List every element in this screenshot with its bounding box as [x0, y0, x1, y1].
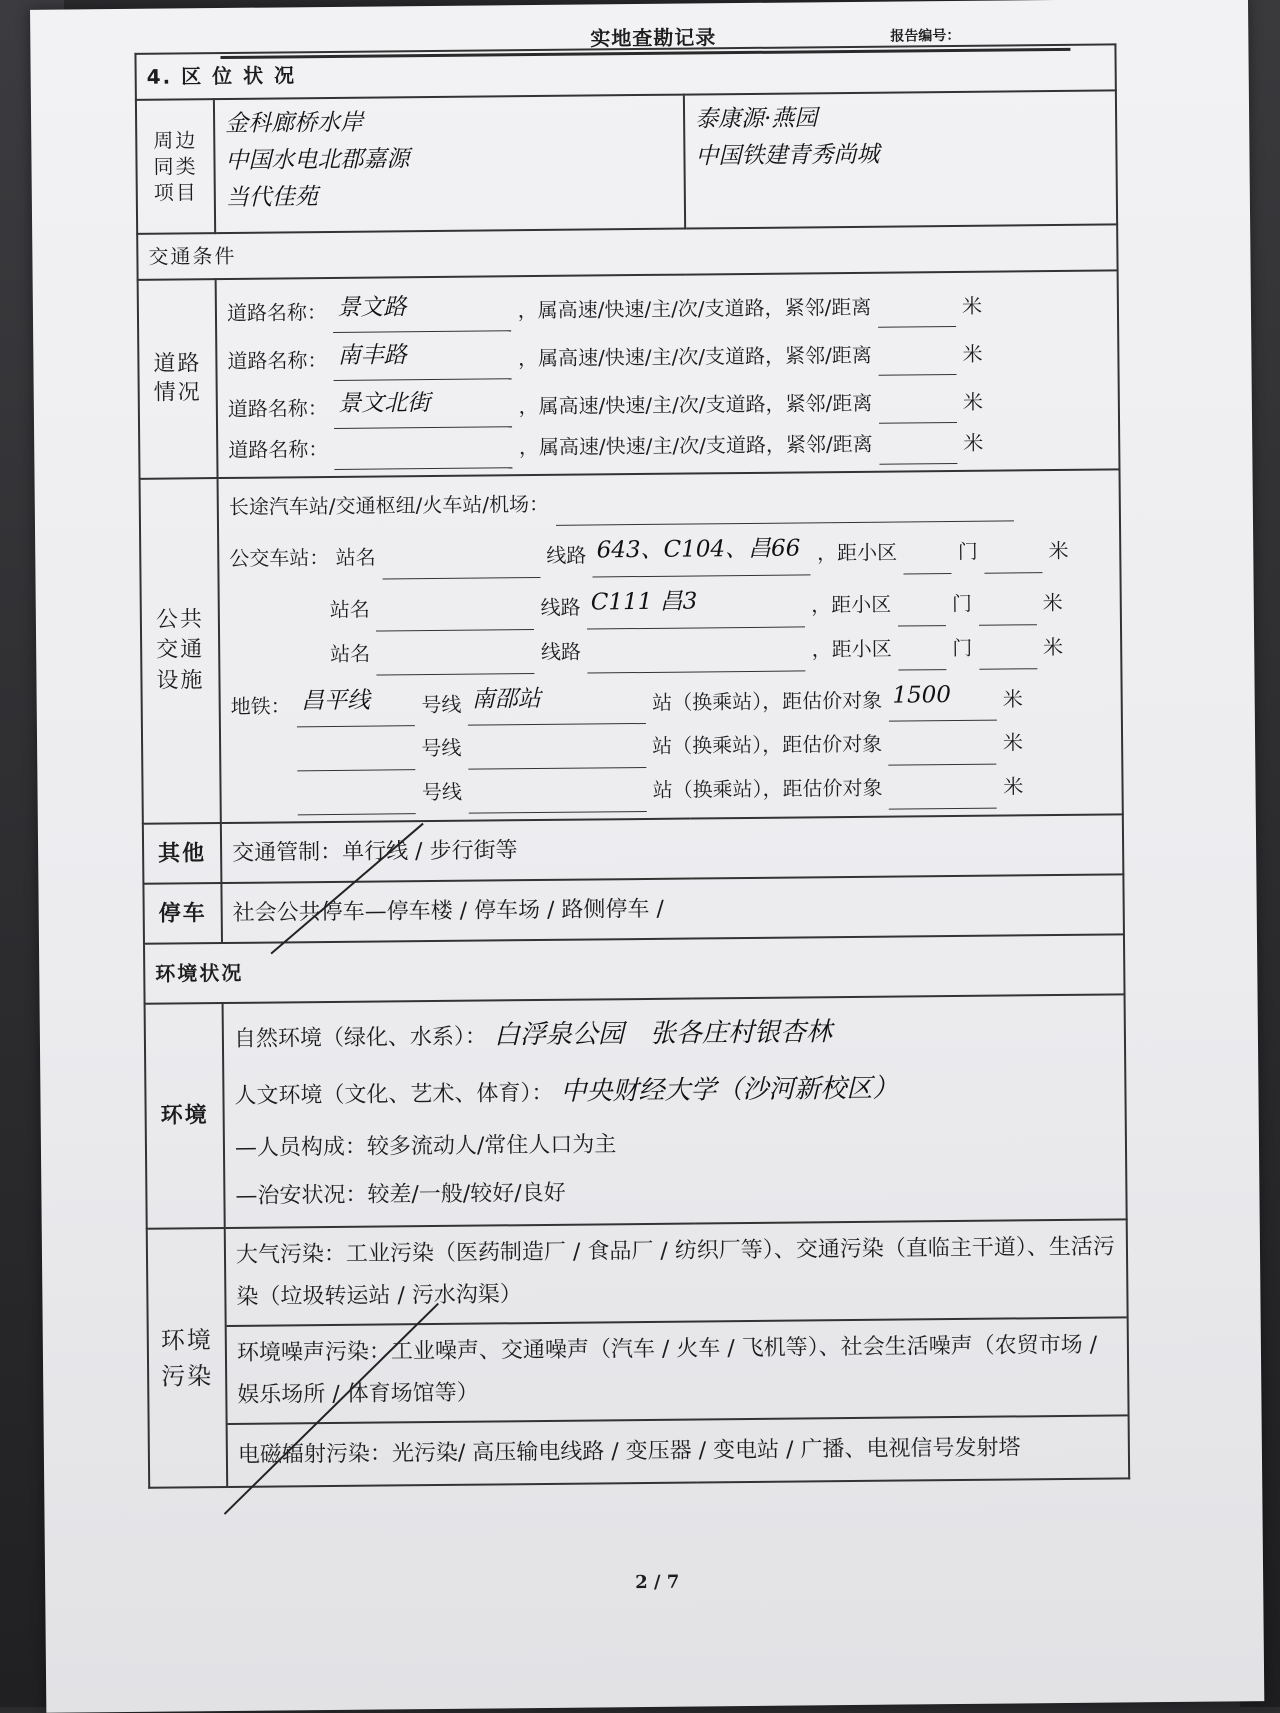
subway-station-label: 站（换乘站），距估价对象	[652, 687, 883, 715]
nearby-projects-row	[136, 90, 1117, 233]
road-prefix: 道路名称：	[228, 437, 329, 463]
traffic-heading: 交通条件	[137, 224, 1117, 279]
road-name	[335, 444, 513, 471]
report-number-label: 报告编号：	[890, 27, 961, 45]
bus-station-blank	[377, 649, 535, 676]
parking-row	[143, 875, 1124, 944]
subway-station: 南邵站	[468, 673, 646, 726]
environment-row	[145, 995, 1127, 1230]
bus-gate-blank	[898, 645, 946, 670]
subway-distance	[889, 740, 997, 766]
bus-distance-label: ，距小区	[816, 540, 898, 566]
parking-label: 停车	[143, 883, 222, 944]
subway-unit: 米	[1003, 774, 1024, 799]
bus-station-blank	[382, 553, 540, 580]
road-suffix: ，属高速/快速/主/次/支道路，紧邻/距离	[517, 294, 872, 323]
location-status-form	[134, 43, 1130, 1489]
survey-record-paper	[30, 0, 1264, 1713]
nearby-projects-label: 周边同类项目	[136, 99, 215, 234]
section-title: 4. 区 位 状 况	[146, 63, 297, 89]
em-pollution: 电磁辐射污染：光污染/ 高压输电线路 / 变压器 / 变电站 / 广播、电视信号发射塔	[237, 1434, 1021, 1468]
road-unit: 米	[961, 293, 983, 319]
environment-cell	[223, 995, 1127, 1229]
subway-station	[468, 743, 646, 770]
road-name: 南丰路	[334, 331, 512, 381]
road-prefix: 道路名称：	[227, 396, 328, 422]
road-unit: 米	[962, 342, 983, 367]
road-row	[228, 422, 1108, 471]
bus-line-label: 线路	[540, 639, 582, 664]
road-distance-blank	[879, 439, 957, 465]
bus-unit: 米	[1042, 634, 1064, 659]
subway-line	[298, 789, 416, 815]
subway-unit: 米	[1002, 730, 1024, 755]
people-composition: —人员构成：较多流动人/常住人口为主	[234, 1131, 617, 1161]
environment-heading: 环境状况	[144, 935, 1125, 1004]
road-prefix: 道路名称：	[227, 348, 328, 374]
pollution-cell	[225, 1220, 1129, 1488]
bus-lines: C111 昌3	[587, 575, 805, 629]
public-transit-label: 公共交通设施	[140, 478, 221, 824]
bus-lines: 643、C104、昌66	[592, 524, 810, 578]
bus-distance-label: ，距小区	[811, 592, 892, 617]
road-unit: 米	[963, 431, 984, 456]
roads-cell	[216, 270, 1120, 478]
subway-label: 地铁：	[230, 693, 291, 719]
bus-row	[230, 573, 1110, 633]
subway-row	[230, 668, 1110, 728]
bus-distance-blank	[984, 548, 1042, 574]
subway-station-label: 站（换乘站），距估价对象	[652, 731, 883, 759]
natural-environment-value: 白浮泉公园 张各庄村银杏林	[493, 1017, 833, 1051]
document-title: 实地查勘记录	[590, 25, 717, 51]
road-distance-blank	[878, 302, 956, 328]
roads-label: 道路情况	[138, 279, 218, 479]
nearby-projects-left	[214, 95, 685, 234]
nearby-project-3: 当代佳苑	[225, 183, 318, 211]
bus-station-label: 站名	[329, 597, 370, 622]
bus-unit: 米	[1048, 538, 1069, 564]
pollution-row	[147, 1220, 1129, 1488]
other-row	[143, 815, 1124, 884]
subway-distance: 1500	[888, 669, 996, 722]
bus-station-label: 站名	[335, 545, 376, 570]
public-transit-row	[140, 470, 1123, 824]
bus-gate-label: 门	[951, 591, 973, 616]
subway-line-label: 号线	[421, 735, 462, 761]
subway-line: 昌平线	[297, 675, 415, 728]
subway-line-label: 号线	[421, 779, 463, 805]
bus-gate-blank	[903, 549, 951, 574]
bus-lines	[587, 646, 805, 673]
page-number: 2 / 7	[635, 1571, 680, 1594]
nearby-project-5: 中国铁建青秀尚城	[695, 141, 880, 170]
bus-station-label: 站名	[330, 641, 371, 666]
road-name: 景文路	[333, 283, 511, 333]
subway-row	[231, 764, 1111, 816]
natural-environment-row	[234, 1002, 1115, 1068]
air-pollution: 大气污染：工业污染（医药制造厂 / 食品厂 / 纺织厂等）、交通污染（直临主干道）、生活污染（垃圾转运站 / 污水沟渠）	[226, 1221, 1127, 1327]
environment-heading-row	[144, 935, 1125, 1004]
subway-station	[468, 787, 646, 814]
noise-pollution: 环境噪声污染：工业噪声、交通噪声（汽车 / 火车 / 飞机等）、社会生活噪声（农贸市场 / 娱乐场所 / 体育场馆等）	[227, 1318, 1128, 1424]
cultural-environment-value: 中央财经大学（沙河新校区）	[560, 1073, 899, 1108]
bus-gate-label: 门	[952, 635, 973, 660]
pollution-label: 环境污染	[147, 1228, 227, 1488]
subway-unit: 米	[1002, 686, 1023, 711]
traffic-control-text: 交通管制：单行线 / 步行街等	[221, 815, 1124, 884]
roads-row	[138, 270, 1120, 479]
cultural-environment-label: 人文环境（文化、艺术、体育）：	[234, 1081, 554, 1110]
road-row	[228, 374, 1108, 431]
bus-line-label: 线路	[540, 595, 581, 620]
bus-gate-label: 门	[957, 539, 978, 564]
road-suffix: ，属高速/快速/主/次/支道路，紧邻/距离	[518, 432, 873, 460]
parking-text: 社会公共停车—停车楼 / 停车场 / 路侧停车 /	[221, 875, 1124, 944]
nearby-project-2: 中国水电北郡嘉源	[225, 146, 410, 174]
subway-station-label: 站（换乘站），距估价对象	[652, 775, 883, 803]
nearby-project-4: 泰康源·燕园	[694, 105, 818, 133]
road-row	[227, 278, 1107, 335]
subway-distance	[889, 784, 997, 810]
bus-gate-blank	[898, 601, 946, 626]
environment-label: 环境	[145, 1003, 225, 1229]
nearby-projects-right	[684, 90, 1117, 228]
other-label: 其他	[143, 823, 222, 884]
road-suffix: ，属高速/快速/主/次/支道路，紧邻/距离	[518, 391, 873, 419]
security-status: —治安状况：较差/一般/较好/良好	[235, 1180, 566, 1209]
road-name: 景文北街	[334, 380, 512, 430]
road-row	[227, 326, 1107, 383]
road-unit: 米	[962, 390, 984, 415]
bus-station-blank	[376, 605, 534, 632]
subway-line	[297, 745, 415, 771]
natural-environment-label: 自然环境（绿化、水系）：	[233, 1024, 488, 1053]
bus-distance-blank	[979, 644, 1037, 670]
subway-line-label: 号线	[421, 691, 462, 717]
bus-row	[229, 521, 1109, 581]
road-distance-blank	[879, 398, 957, 424]
road-suffix: ，属高速/快速/主/次/支道路，紧邻/距离	[518, 343, 872, 371]
bus-distance-label: ，距小区	[811, 636, 892, 661]
cultural-environment-row	[234, 1059, 1115, 1125]
public-transit-cell	[218, 470, 1123, 823]
road-prefix: 道路名称：	[226, 300, 328, 326]
bus-line-label: 线路	[546, 543, 587, 568]
road-distance-blank	[878, 350, 956, 376]
bus-distance-blank	[978, 600, 1036, 626]
nearby-project-1: 金科廊桥水岸	[225, 109, 364, 137]
long-distance-label: 长途汽车站/交通枢纽/火车站/机场：	[228, 492, 550, 520]
bus-label: 公交车站：	[229, 546, 330, 571]
bus-unit: 米	[1042, 590, 1063, 615]
